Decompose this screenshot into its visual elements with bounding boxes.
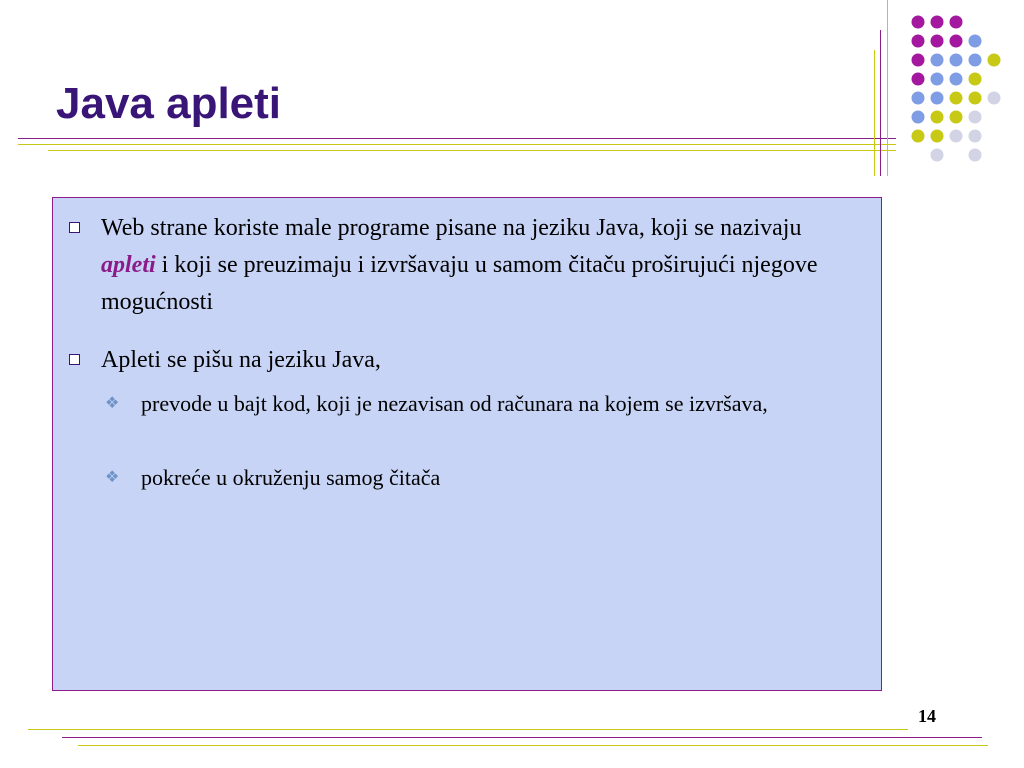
- bullet-text-part: i koji se preuzimaju i izvršavaju u samom čitaču proširujući njegove mogućnosti: [101, 252, 818, 315]
- decorative-dot: [969, 130, 982, 143]
- decorative-dot: [988, 92, 1001, 105]
- decorative-dot: [950, 35, 963, 48]
- decorative-dot: [931, 73, 944, 86]
- decorative-dot: [931, 130, 944, 143]
- decorative-dot: [988, 54, 1001, 67]
- decorative-dot: [950, 54, 963, 67]
- slide-title: Java apleti: [56, 79, 282, 128]
- sub-bullet-item: [101, 388, 861, 420]
- decorative-dot: [931, 92, 944, 105]
- dot-grid: [912, 16, 1001, 162]
- bullet-text: [101, 210, 861, 321]
- footer-rule-2: [62, 737, 982, 738]
- decorative-dot: [912, 16, 925, 29]
- sub-bullet-item: [101, 462, 861, 494]
- decorative-dot: [969, 92, 982, 105]
- decorative-dot: [912, 35, 925, 48]
- decorative-dot: [912, 73, 925, 86]
- decorative-dot: [912, 92, 925, 105]
- decorative-dot: [912, 111, 925, 124]
- footer-rule-1: [28, 729, 908, 730]
- square-bullet-icon: [69, 354, 80, 365]
- bullet-text: Apleti se pišu na jeziku Java,: [101, 347, 381, 373]
- decorative-dot: [950, 130, 963, 143]
- decorative-dot: [969, 54, 982, 67]
- bullet-item: [73, 342, 873, 379]
- decorative-dot: [969, 35, 982, 48]
- bullet-text-part: Web strane koriste male programe pisane na jeziku Java, koji se nazivaju: [101, 215, 802, 241]
- decorative-dot: [912, 130, 925, 143]
- content-box: [52, 197, 882, 691]
- decorative-dot: [969, 111, 982, 124]
- diamond-bullet-icon: ❖: [105, 467, 120, 486]
- emphasis-term: apleti: [101, 252, 156, 278]
- decorative-dot: [931, 16, 944, 29]
- bullet-item: [73, 210, 873, 321]
- page-number: 14: [918, 706, 936, 726]
- sub-bullet-text: prevode u bajt kod, koji je nezavisan od računara na kojem se izvršava,: [141, 391, 768, 416]
- decorative-dot: [950, 111, 963, 124]
- decorative-dot: [912, 54, 925, 67]
- sub-bullet-text: pokreće u okruženju samog čitača: [141, 465, 441, 490]
- decorative-dot: [931, 149, 944, 162]
- decorative-dot: [931, 35, 944, 48]
- decorative-dot: [931, 111, 944, 124]
- decorative-dot: [950, 16, 963, 29]
- square-bullet-icon: [69, 222, 80, 233]
- footer-rule-3: [78, 745, 988, 746]
- diamond-bullet-icon: ❖: [105, 393, 120, 412]
- decorative-dot: [950, 73, 963, 86]
- decorative-dot: [950, 92, 963, 105]
- decorative-dot: [931, 54, 944, 67]
- decorative-dot: [969, 149, 982, 162]
- decorative-dot: [969, 73, 982, 86]
